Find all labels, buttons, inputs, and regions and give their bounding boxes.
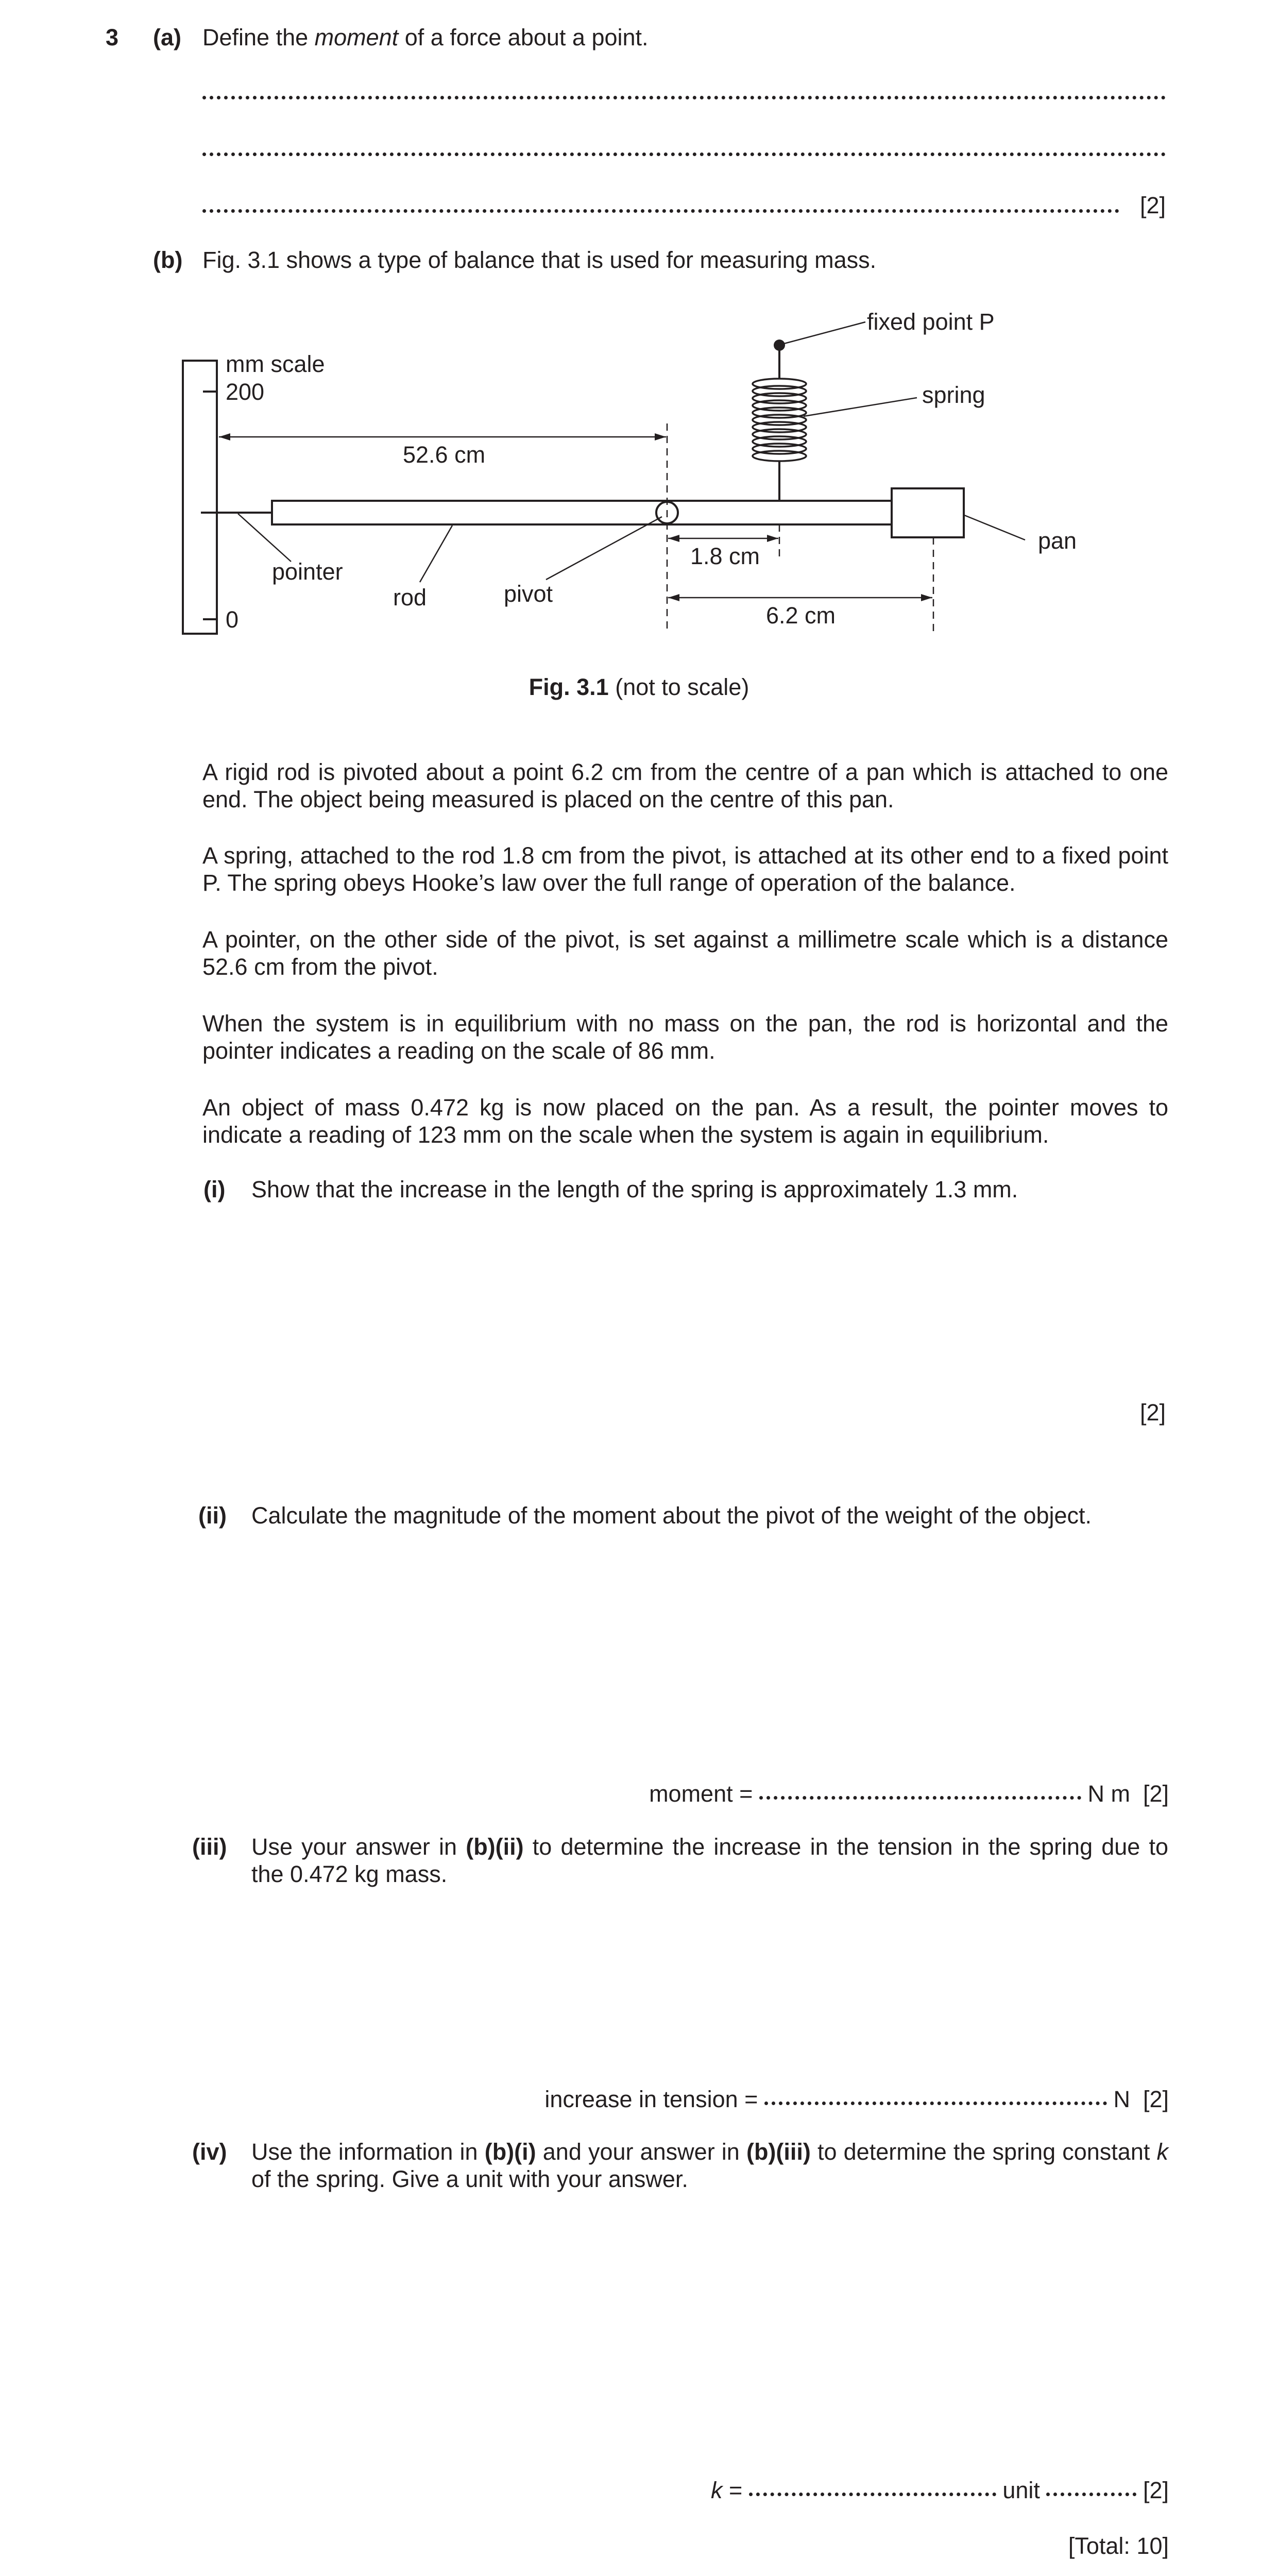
sub-ii-answer-row [649,1780,1169,1807]
pointer-label: pointer [272,558,343,585]
sub-iii-ref: (b)(ii) [466,1834,524,1860]
rod [272,501,892,524]
fixed-point-label: fixed point P [867,309,995,335]
pan-leader [964,515,1025,540]
sub-iv-k: k [1156,2139,1168,2165]
paragraph-5: An object of mass 0.472 kg is now placed on the pan. As a result, the pointer moves to indicate a reading of 123 mm on the scale when the system is again in equilibrium. [202,1094,1168,1148]
dim-18-arrow-left [668,535,679,542]
sub-i-label: (i) [203,1176,226,1202]
sub-iv-text [251,2138,1168,2193]
moment-unit: N m [1087,1781,1130,1807]
rod-label: rod [393,584,427,611]
figure-3-1 [0,0,1278,670]
dim-62-arrow-right [921,594,932,601]
sub-iv-label: (iv) [192,2139,227,2165]
mm-scale-bar [183,361,217,634]
dim-18-arrow-right [767,535,778,542]
part-b-intro: Fig. 3.1 shows a type of balance that is used for measuring mass. [202,247,877,273]
k-equals: = [722,2477,743,2503]
sub-ii-marks: [2] [1143,1781,1169,1807]
tension-label: increase in tension = [544,2086,758,2112]
figure-caption [0,673,1278,701]
part-a-text: Define the [202,24,315,50]
mm-scale-label: mm scale [226,351,325,377]
scale-top-label: 200 [226,379,265,405]
sub-i-text: Show that the increase in the length of the spring is approximately 1.3 mm. [251,1176,1018,1202]
sub-iii-answer-row [544,2086,1169,2113]
part-a-marks: [2] [1140,192,1166,218]
sub-iv-marks: [2] [1143,2477,1169,2503]
spring-coil [753,379,806,461]
moment-label: moment = [649,1781,753,1807]
pivot-leader [546,517,662,580]
part-b-label: (b) [153,247,183,273]
dim-52-label: 52.6 cm [403,442,486,468]
fixed-point-leader [782,322,865,344]
sub-iv-text-1: Use the information in [251,2139,485,2165]
sub-iv-ref-2: (b)(iii) [746,2139,811,2165]
paragraph-3: A pointer, on the other side of the pivot, is set against a millimetre scale which is a distance 52.6 cm from the pivot. [202,926,1168,980]
part-a-term: moment [314,24,399,50]
sub-iv-ref-1: (b)(i) [484,2139,536,2165]
rod-leader [420,526,452,582]
dim-62-arrow-left [668,594,679,601]
tension-unit: N [1113,2086,1130,2112]
spring-leader [804,398,917,416]
question-number: 3 [106,24,119,50]
spring-label: spring [922,382,985,408]
sub-iv-text-2: and your answer in [536,2139,746,2165]
sub-iv-text-4: of the spring. Give a unit with your answer. [251,2166,688,2192]
figure-caption-note: (not to scale) [608,674,749,700]
sub-ii-text: Calculate the magnitude of the moment about the pivot of the weight of the object. [251,1502,1092,1529]
unit-answer-line[interactable] [1046,2493,1136,2496]
part-a-label: (a) [153,24,181,50]
tension-answer-line[interactable] [764,2102,1107,2105]
k-label: k [711,2477,723,2503]
sub-iii-marks: [2] [1143,2086,1169,2112]
part-a-text-end: of a force about a point. [398,24,649,50]
sub-ii-label: (ii) [198,1502,227,1529]
dim-18-label: 1.8 cm [690,543,760,569]
moment-answer-line[interactable] [759,1796,1081,1800]
sub-iv-text-3: to determine the spring constant [810,2139,1157,2165]
k-answer-line[interactable] [749,2493,996,2496]
sub-iii-text-1: Use your answer in [251,1834,466,1860]
scale-bottom-label: 0 [226,606,239,633]
figure-caption-number: Fig. 3.1 [529,674,609,700]
sub-iii-text-2: to determine the increase in the tension in the spring due to the 0.472 kg mass. [251,1834,1168,1887]
pan [892,488,964,537]
paragraph-2: A spring, attached to the rod 1.8 cm from the pivot, is attached at its other end to a fixed point P. The spring obeys Hooke’s law over the full range of operation of the balance. [202,842,1168,896]
sub-iii-text [251,1833,1168,1888]
unit-label: unit [1002,2477,1040,2503]
pan-label: pan [1038,528,1077,554]
sub-iii-label: (iii) [192,1834,227,1860]
dim-52-arrow-left [219,433,230,440]
dim-52-arrow-right [655,433,666,440]
paragraph-1: A rigid rod is pivoted about a point 6.2 cm from the centre of a pan which is attached to one end. The object being measured is placed on the centre of this pan. [202,759,1168,812]
sub-iv-answer-row [711,2477,1169,2504]
paragraph-4: When the system is in equilibrium with no mass on the pan, the rod is horizontal and the pointer indicates a reading on the scale of 86 mm. [202,1010,1168,1064]
dim-62-label: 6.2 cm [766,602,836,629]
sub-i-marks: [2] [1140,1399,1166,1426]
pivot-label: pivot [504,581,553,607]
total-marks: [Total: 10] [1068,2533,1169,2559]
